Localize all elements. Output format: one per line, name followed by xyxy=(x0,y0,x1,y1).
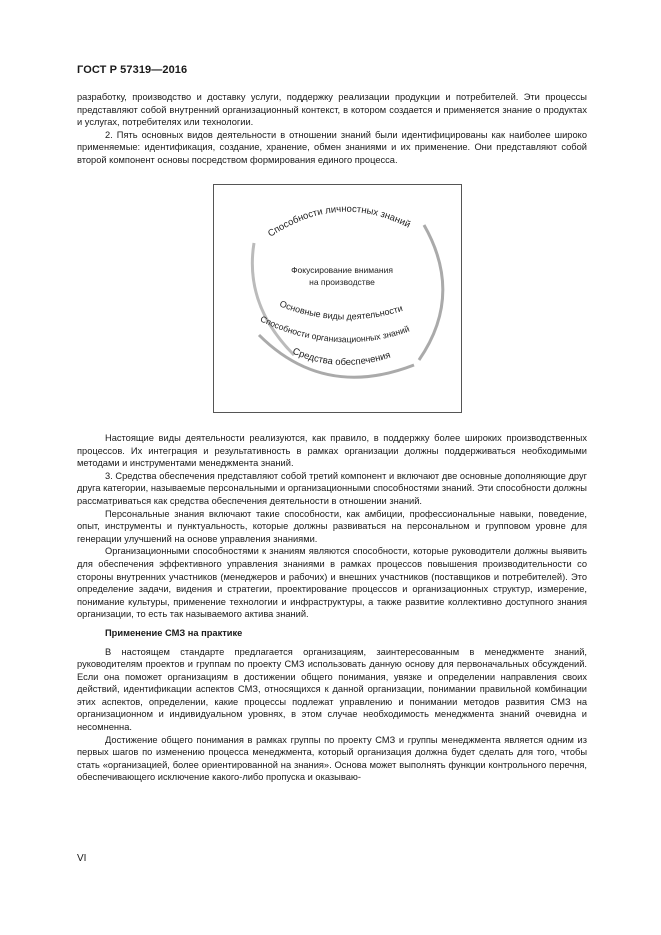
km-framework-figure xyxy=(213,184,462,413)
page-number: VI xyxy=(77,853,87,864)
arc-left-top xyxy=(252,243,294,355)
section-subheading: Применение СМЗ на практике xyxy=(105,627,243,638)
label-support-means: Средства обеспечения xyxy=(290,345,392,369)
body-text-top xyxy=(77,91,587,167)
label-org-abilities: Способности организационных знаний xyxy=(258,313,411,345)
paragraph: Настоящие виды деятельности реализуются, как правило, в поддержку более широких производственных процессов. Их интеграция и результативность в рамках организации должны поддерживаться необходимыми методами и инструментами менеджмента знаний. xyxy=(77,433,587,469)
paragraph: Персональные знания включают такие способности, как амбиции, профессиональные навыки, поведение, опыт, инструменты и пунктуальность, которые должны развиваться на персональном и групповом уровне для генерации улучшений на основе управления знаниями. xyxy=(77,508,587,544)
label-focus-line2: на производстве xyxy=(309,277,375,287)
paragraph: Организационными способностями к знаниям являются способности, которые руководители должны выявить для обеспечения эффективного управления знаниями в рамках процессов повышения производительности со стороны внутренних участников (менеджеров и рабочих) и внешних участников (поставщиков и потребителей). Это определение задачи, видения и стратегии, проектирование процессов и организационных структур, измерение, понимание культуры, применение технологии и инфраструктуры, а также развитие коллективно доступного знания организации, то есть так называемого актива знаний. xyxy=(77,546,587,620)
paragraph: В настоящем стандарте предлагается организациям, заинтересованным в менеджменте знаний, руководителям проектов и группам по проекту СМЗ использовать данную основу для первоначальных обсуждений. Если она поможет организациям в достижении общего понимания, увязке и определении направления своих действий, идентификации аспектов СМЗ, относящихся к данной организации, понимании правильной комбинации этих аспектов, определении, какие процессы подлежат управлению и понимании методов развития СМЗ на организационном и индивидуальном уровнях, в этом случае необходимость менеджмента знаний очевидна и несомненна. xyxy=(77,646,587,733)
arc-right xyxy=(419,225,443,360)
paragraph: разработку, производство и доставку услуги, поддержку реализации продукции и потребителей. Эти процессы представляют собой внутренний организационный контекст, в котором создается и применяется знание о продуктах и услугах, потребителях или технологии. xyxy=(77,92,587,128)
paragraph: 3. Средства обеспечения представляют собой третий компонент и включают две основные дополняющие друг друга категории, называемые персональными и организационными способностями знаний. Эти способности должны рассматриваться как средства обеспечения деятельности в отношении знаний. xyxy=(77,470,587,506)
paragraph: 2. Пять основных видов деятельности в отношении знаний были идентифицированы как наиболее широко применяемые: идентификация, создание, хранение, обмен знаниями и их применение. Они представляют собой второй компонент основы посредством формирования единого процесса. xyxy=(77,129,587,165)
paragraph: Достижение общего понимания в рамках группы по проекту СМЗ и группы менеджмента является одним из первых шагов по изменению процесса менеджмента, который организация должна будет сделать для того, чтобы стать «организацией, более ориентированной на знания». Основа может выполнять функции контрольного перечня, обеспечивающего исключение какого-либо пропуска и оказываю- xyxy=(77,734,587,783)
label-personal-abilities: Способности личностных знаний xyxy=(266,203,413,240)
label-core-activities: Основные виды деятельности xyxy=(278,298,404,322)
km-framework-diagram xyxy=(214,185,461,412)
standard-header: ГОСТ Р 57319—2016 xyxy=(77,64,188,76)
body-text-bottom xyxy=(77,432,587,784)
label-focus-line1: Фокусирование внимания xyxy=(291,265,393,275)
